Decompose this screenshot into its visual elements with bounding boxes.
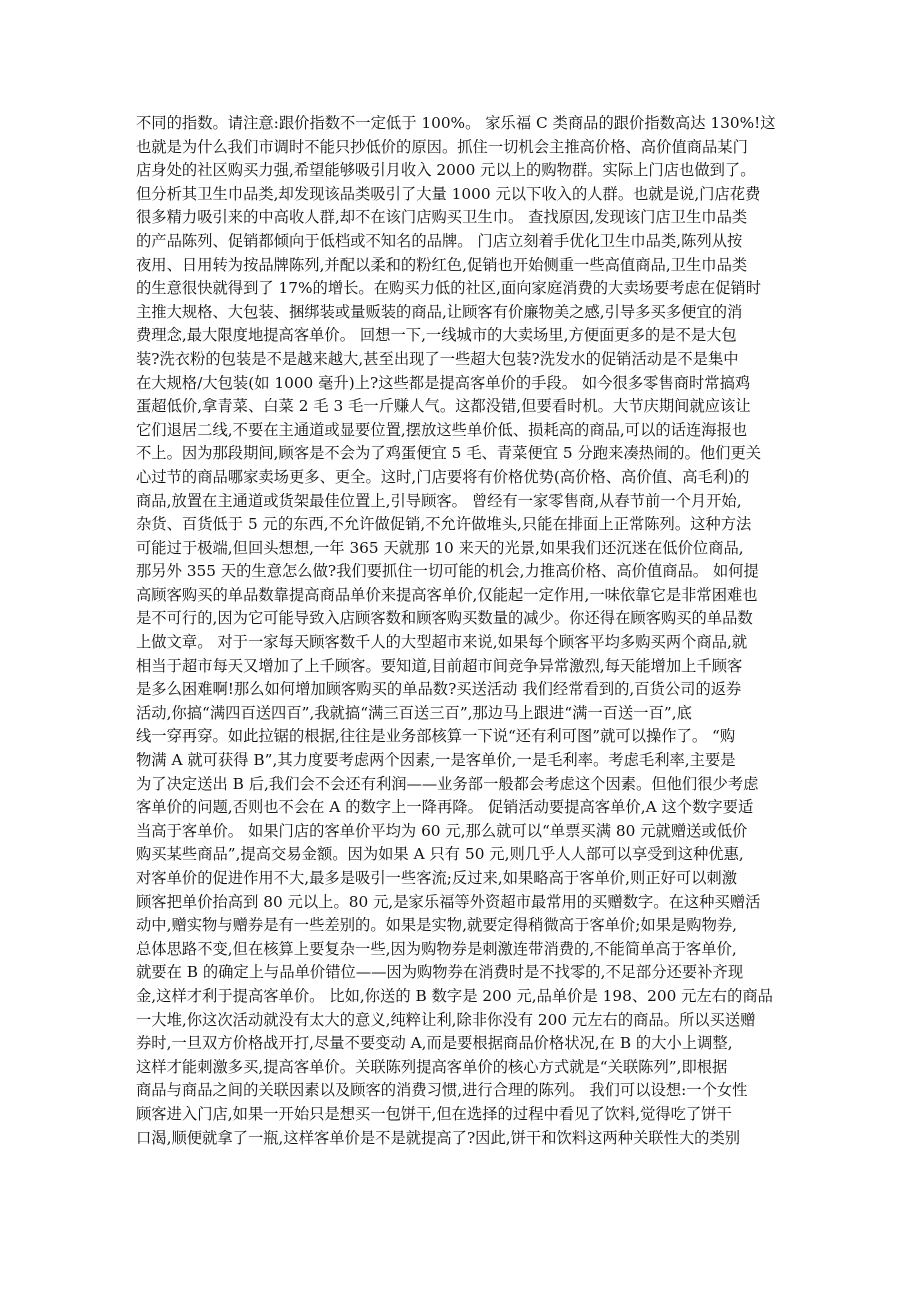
text-line: 装?洗衣粉的包装是不是越来越大,甚至出现了一些超大包装?洗发水的促销活动是不是集中 <box>136 349 739 368</box>
text-line: 一大堆,你这次活动就没有太大的意义,纯粹让利,除非你没有 200 元左右的商品。所以买送赠 <box>136 1010 756 1029</box>
text-line: 当高于客单价。 如果门店的客单价平均为 60 元,那么就可以“单票买满 80 元就赠送或低价 <box>136 821 748 840</box>
text-line: 顾客进入门店,如果一开始只是想买一包饼干,但在选择的过程中看见了饮料,觉得吃了饼干 <box>136 1104 732 1123</box>
text-line: 商品,放置在主通道或货架最佳位置上,引导顾客。 曾经有一家零售商,从春节前一个月开始, <box>136 491 742 510</box>
text-line: 的产品陈列、促销都倾向于低档或不知名的品牌。 门店立刻着手优化卫生巾品类,陈列从按 <box>136 231 743 250</box>
text-line: 对客单价的促进作用不大,最多是吸引一些客流;反过来,如果略高于客单价,则正好可以刺激 <box>136 869 738 887</box>
text-line: 心过节的商品哪家卖场更多、更全。这时,门店要将有价格优势(高价格、高价值、高毛利)的 <box>136 467 750 486</box>
text-line: 购买某些商品”,提高交易金额。因为如果 A 只有 50 元,则几乎人人部可以享受到这种优惠, <box>136 845 744 864</box>
text-line: 主推大规格、大包装、捆绑装或量贩装的商品,让顾客有价廉物美之感,引导多买多便宜的消 <box>136 302 743 321</box>
text-line: 那另外 355 天的生意怎么做?我们要抓住一切可能的机会,力推高价格、高价值商品。 如何提 <box>136 562 759 581</box>
text-line: 不同的指数。请注意:跟价指数不一定低于 100%。 家乐福 C 类商品的跟价指数高达 130%!这 <box>136 114 776 132</box>
text-line: 金,这样才利于提高客单价。 比如,你送的 B 数字是 200 元,品单价是 198、200 元左右的商品 <box>136 986 773 1005</box>
text-line: 就要在 B 的确定上与品单价错位——因为购物券在消费时是不找零的,不足部分还要补齐现 <box>136 963 744 982</box>
body-text <box>136 112 788 1150</box>
text-line: 不上。因为那段期间,顾客是不会为了鸡蛋便宜 5 毛、青菜便宜 5 分跑来凑热闹的。他们更关 <box>136 444 762 463</box>
text-line: 是多么困难啊!那么如何增加顾客购买的单品数?买送活动 我们经常看到的,百货公司的返券 <box>136 680 742 699</box>
text-line: 杂货、百货低于 5 元的东西,不允许做促销,不允许做堆头,只能在排面上正常陈列。这种方法 <box>136 515 752 534</box>
text-line: 费理念,最大限度地提高客单价。 回想一下,一线城市的大卖场里,方便面更多的是不是大包 <box>136 326 737 345</box>
text-line: 很多精力吸引来的中高收人群,却不在该门店购买卫生巾。 查找原因,发现该门店卫生巾品类 <box>136 208 748 227</box>
text-line: 线一穿再穿。如此拉锯的根据,往往是业务部核算一下说“还有利可图”就可以操作了。 “购 <box>136 727 736 746</box>
text-line: 券时,一旦双方价格战开打,尽量不要变动 A,而是要根据商品价格状况,在 B 的大小上调整, <box>136 1034 733 1053</box>
text-line: 为了决定送出 B 后,我们会不会还有利润——业务部一般都会考虑这个因素。但他们很少考虑 <box>136 774 759 793</box>
text-line: 是不可行的,因为它可能导致入店顾客数和顾客购买数量的减少。你还得在顾客购买的单品数 <box>136 609 753 628</box>
text-line: 在大规格/大包装(如 1000 毫升)上?这些都是提高客单价的手段。 如今很多零售商时常搞鸡 <box>136 373 751 392</box>
text-line: 可能过于极端,但回头想想,一年 365 天就那 10 来天的光景,如果我们还沉迷在低价位商品, <box>136 538 744 557</box>
text-line: 店身处的社区购买力强,希望能够吸引月收入 2000 元以上的购物群。实际上门店也做到了。 <box>136 161 756 180</box>
text-line: 口渴,顺便就拿了一瓶,这样客单价是不是就提高了?因此,饼干和饮料这两种关联性大的类别 <box>136 1128 741 1147</box>
text-line: 商品与商品之间的关联因素以及顾客的消费习惯,进行合理的陈列。 我们可以设想:一个女性 <box>136 1081 748 1100</box>
text-line: 它们退居二线,不要在主通道或显要位置,摆放这些单价低、损耗高的商品,可以的话连海报也 <box>136 420 748 439</box>
text-line: 动中,赠实物与赠券是有一些差别的。如果是实物,就要定得稍微高于客单价;如果是购物券, <box>136 916 738 935</box>
text-line: 上做文章。 对于一家每天顾客数千人的大型超市来说,如果每个顾客平均多购买两个商品,就 <box>136 633 748 652</box>
text-line: 也就是为什么我们市调时不能只抄低价的原因。抓住一切机会主推高价格、高价值商品某门 <box>136 137 748 156</box>
text-line: 夜用、日用转为按品牌陈列,并配以柔和的粉红色,促销也开始侧重一些高值商品,卫生巾品类 <box>136 255 748 274</box>
text-line: 的生意很快就得到了 17%的增长。在购买力低的社区,面向家庭消费的大卖场要考虑在促销时 <box>136 279 762 298</box>
text-line: 顾客把单价抬高到 80 元以上。80 元,是家乐福等外资超市最常用的买赠数字。在这种买赠活 <box>136 892 761 911</box>
text-line: 但分析其卫生巾品类,却发现该品类吸引了大量 1000 元以下收入的人群。也就是说,门店花费 <box>136 184 761 203</box>
text-line: 总体思路不变,但在核算上要复杂一些,因为购物券是刺激连带消费的,不能简单高于客单价, <box>136 939 737 958</box>
text-line: 活动,你搞“满四百送四百”,我就搞“满三百送三百”,那边马上跟进“满一百送一百”,底 <box>136 703 692 722</box>
text-line: 客单价的问题,否则也不会在 A 的数字上一降再降。 促销活动要提高客单价,A 这个数字要适 <box>136 798 754 817</box>
text-line: 高顾客购买的单品数靠提高商品单价来提高客单价,仅能起一定作用,一味依靠它是非常困难也 <box>136 585 758 604</box>
text-line: 蛋超低价,拿青菜、白菜 2 毛 3 毛一斤赚人气。这都没错,但要看时机。大节庆期间就应该让 <box>136 397 751 416</box>
text-line: 这样才能刺激多买,提高客单价。关联陈列提高客单价的核心方式就是“关联陈列”,即根据 <box>136 1057 728 1076</box>
text-line: 相当于超市每天又增加了上千顾客。要知道,目前超市间竞争异常激烈,每天能增加上千顾客 <box>136 656 743 675</box>
text-line: 物满 A 就可获得 B”,其力度要考虑两个因素,一是客单价,一是毛利率。考虑毛利率,主要是 <box>136 751 736 770</box>
